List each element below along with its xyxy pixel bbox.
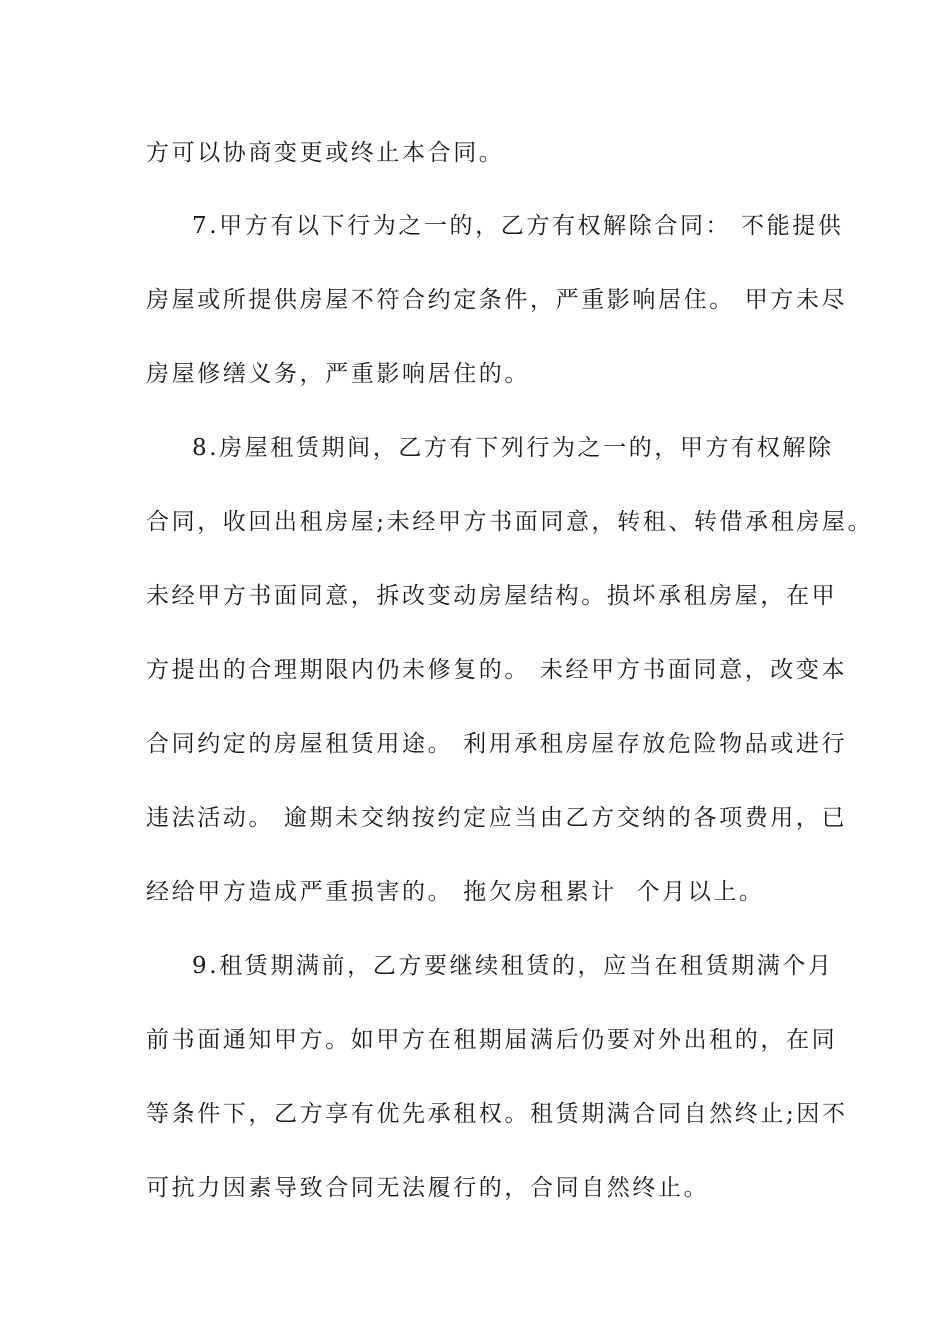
- text-line: 未经甲方书面同意，拆改变动房屋结构。损坏承租房屋，在甲: [146, 583, 838, 609]
- text-line: 合同，收回出租房屋;未经甲方书面同意，转租、转借承租房屋。: [146, 509, 874, 535]
- text-line: 等条件下，乙方享有优先承租权。租赁期满合同自然终止;因不: [146, 1101, 848, 1127]
- clause-8-line: 8.房屋租赁期间，乙方有下列行为之一的，甲方有权解除: [192, 435, 834, 461]
- text-line: 房屋修缮义务，严重影响居住的。: [146, 361, 530, 387]
- text-line: 方可以协商变更或终止本合同。: [146, 140, 505, 166]
- text-line: 可抗力因素导致合同无法履行的，合同自然终止。: [146, 1175, 710, 1201]
- text-line: 房屋或所提供房屋不符合约定条件，严重影响居住。 甲方未尽: [146, 287, 848, 313]
- clause-9-line: 9.租赁期满前，乙方要继续租赁的，应当在租赁期满个月: [192, 953, 834, 979]
- text-line: 方提出的合理期限内仍未修复的。 未经甲方书面同意，改变本: [146, 657, 848, 683]
- text-line: 经给甲方造成严重损害的。 拖欠房租累计 个月以上。: [146, 879, 765, 905]
- clause-7-line: 7.甲方有以下行为之一的，乙方有权解除合同： 不能提供: [192, 213, 844, 239]
- text-line: 前书面通知甲方。如甲方在租期届满后仍要对外出租的，在同: [146, 1027, 838, 1053]
- text-line: 违法活动。 逾期未交纳按约定应当由乙方交纳的各项费用，已: [146, 805, 848, 831]
- text-line: 合同约定的房屋租赁用途。 利用承租房屋存放危险物品或进行: [146, 731, 848, 757]
